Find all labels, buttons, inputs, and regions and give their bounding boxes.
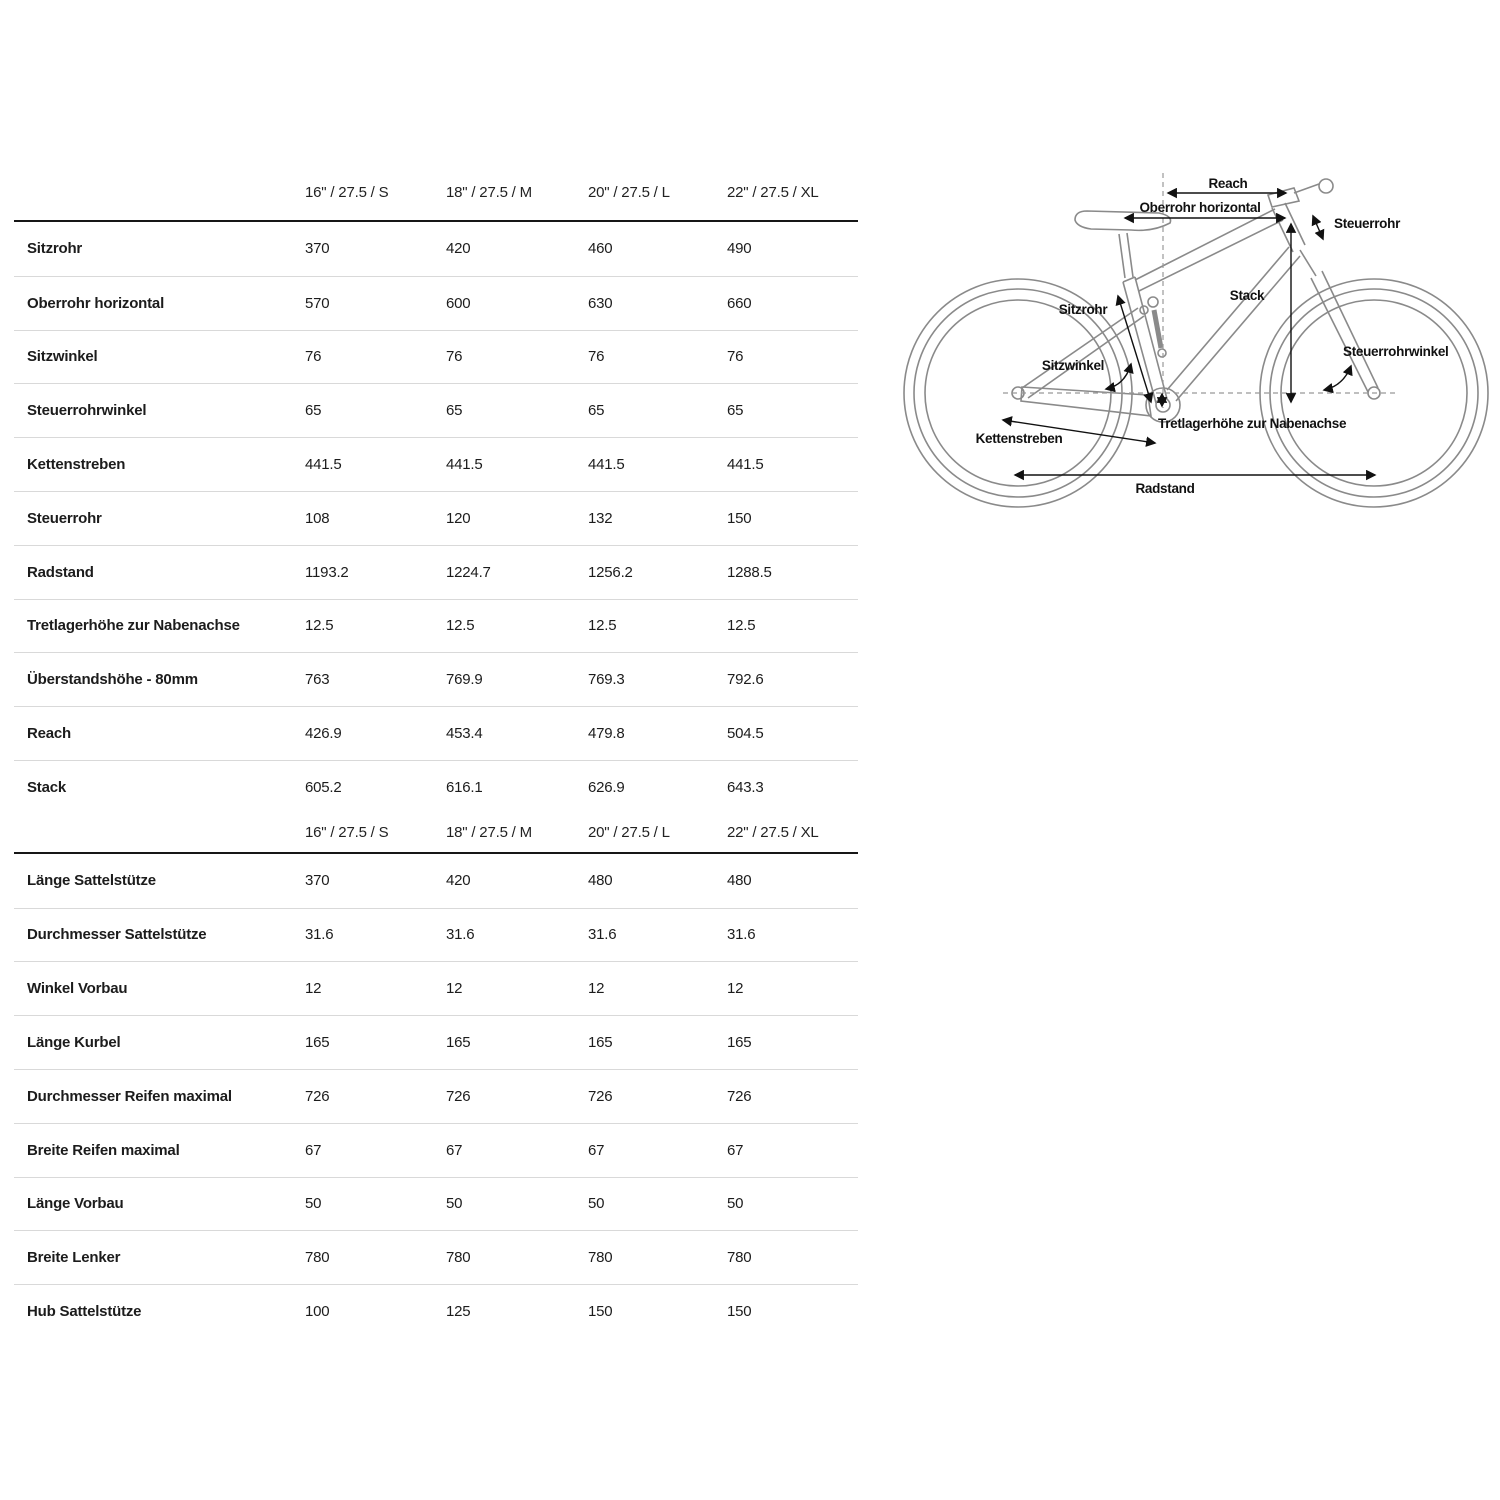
steuerrohr-arrow xyxy=(1313,216,1323,239)
row-value: 780 xyxy=(305,1249,330,1267)
size-column-header: 22" / 27.5 / XL xyxy=(727,183,819,201)
row-value: 626.9 xyxy=(588,778,625,796)
row-value: 31.6 xyxy=(588,926,617,944)
row-value: 50 xyxy=(588,1195,605,1213)
row-label: Steuerrohrwinkel xyxy=(27,402,147,420)
size-column-header: 20" / 27.5 / L xyxy=(588,183,670,201)
row-label: Länge Vorbau xyxy=(27,1195,124,1213)
row-value: 76 xyxy=(305,348,322,366)
row-value: 570 xyxy=(305,294,330,312)
table-row xyxy=(14,330,858,384)
row-label: Hub Sattelstütze xyxy=(27,1303,142,1321)
row-value: 65 xyxy=(305,402,322,420)
row-value: 12 xyxy=(727,980,744,998)
row-value: 420 xyxy=(446,872,471,890)
row-value: 65 xyxy=(588,402,605,420)
steuerrohr-label: Steuerrohr xyxy=(1334,216,1401,231)
table-row xyxy=(14,1177,858,1231)
table-row xyxy=(14,908,858,962)
row-value: 1288.5 xyxy=(727,563,772,581)
row-value: 125 xyxy=(446,1303,471,1321)
row-label: Stack xyxy=(27,778,67,796)
row-value: 50 xyxy=(727,1195,744,1213)
row-value: 12 xyxy=(446,980,463,998)
row-value: 480 xyxy=(588,872,613,890)
row-value: 31.6 xyxy=(446,926,475,944)
size-column-header: 18" / 27.5 / M xyxy=(446,824,532,842)
row-label: Durchmesser Reifen maximal xyxy=(27,1087,232,1105)
row-value: 65 xyxy=(727,402,744,420)
row-label: Tretlagerhöhe zur Nabenachse xyxy=(27,617,240,635)
row-label: Breite Lenker xyxy=(27,1249,121,1267)
row-value: 67 xyxy=(446,1141,463,1159)
row-value: 660 xyxy=(727,294,752,312)
table-row xyxy=(14,1230,858,1284)
row-value: 150 xyxy=(727,1303,752,1321)
row-value: 12.5 xyxy=(446,617,475,635)
row-value: 165 xyxy=(588,1034,613,1052)
row-label: Sitzwinkel xyxy=(27,348,98,366)
row-value: 100 xyxy=(305,1303,330,1321)
row-value: 150 xyxy=(588,1303,613,1321)
row-value: 453.4 xyxy=(446,725,483,743)
row-value: 600 xyxy=(446,294,471,312)
row-value: 490 xyxy=(727,240,752,258)
table-row xyxy=(14,854,858,908)
row-label: Überstandshöhe - 80mm xyxy=(27,671,198,689)
table-row xyxy=(14,545,858,599)
table-row xyxy=(14,1284,858,1338)
row-value: 50 xyxy=(446,1195,463,1213)
table-row xyxy=(14,599,858,653)
bike-outline xyxy=(904,179,1488,507)
row-value: 643.3 xyxy=(727,778,764,796)
table-row xyxy=(14,383,858,437)
bike-geometry-diagram xyxy=(895,150,1495,535)
row-value: 1193.2 xyxy=(305,563,349,581)
row-label: Steuerrohr xyxy=(27,509,102,527)
oberrohr-label: Oberrohr horizontal xyxy=(1139,200,1261,215)
row-value: 1256.2 xyxy=(588,563,633,581)
sitzwinkel-label: Sitzwinkel xyxy=(1041,358,1105,373)
row-label: Sitzrohr xyxy=(27,240,83,258)
row-value: 76 xyxy=(446,348,463,366)
row-value: 420 xyxy=(446,240,471,258)
row-value: 370 xyxy=(305,240,330,258)
table-row xyxy=(14,961,858,1015)
size-header-row xyxy=(14,814,858,854)
table-row xyxy=(14,652,858,706)
size-column-header: 18" / 27.5 / M xyxy=(446,183,532,201)
row-label: Kettenstreben xyxy=(27,456,126,474)
row-value: 441.5 xyxy=(446,456,483,474)
row-value: 792.6 xyxy=(727,671,764,689)
sitzrohr-label: Sitzrohr xyxy=(1058,302,1108,317)
row-label: Durchmesser Sattelstütze xyxy=(27,926,207,944)
size-column-header: 20" / 27.5 / L xyxy=(588,824,670,842)
row-value: 76 xyxy=(727,348,744,366)
row-value: 441.5 xyxy=(305,456,342,474)
row-value: 12 xyxy=(588,980,605,998)
table-row xyxy=(14,1015,858,1069)
row-label: Breite Reifen maximal xyxy=(27,1141,180,1159)
table-row xyxy=(14,222,858,276)
size-column-header: 22" / 27.5 / XL xyxy=(727,824,819,842)
row-value: 726 xyxy=(588,1087,613,1105)
row-value: 616.1 xyxy=(446,778,483,796)
steuerrohrwinkel-label: Steuerrohrwinkel xyxy=(1343,344,1449,359)
row-value: 605.2 xyxy=(305,778,342,796)
row-label: Länge Sattelstütze xyxy=(27,872,156,890)
row-value: 426.9 xyxy=(305,725,342,743)
row-value: 12.5 xyxy=(305,617,334,635)
row-label: Länge Kurbel xyxy=(27,1034,121,1052)
table-row xyxy=(14,437,858,491)
row-label: Reach xyxy=(27,725,72,743)
row-value: 108 xyxy=(305,509,330,527)
table-row xyxy=(14,276,858,330)
row-value: 460 xyxy=(588,240,613,258)
row-value: 441.5 xyxy=(588,456,625,474)
reach-label: Reach xyxy=(1208,176,1248,191)
row-value: 165 xyxy=(305,1034,330,1052)
table-row xyxy=(14,1069,858,1123)
row-value: 67 xyxy=(305,1141,322,1159)
row-label: Radstand xyxy=(27,563,94,581)
row-value: 780 xyxy=(446,1249,471,1267)
row-value: 370 xyxy=(305,872,330,890)
row-value: 12.5 xyxy=(588,617,617,635)
size-column-header: 16" / 27.5 / S xyxy=(305,824,389,842)
row-value: 67 xyxy=(588,1141,605,1159)
radstand-label: Radstand xyxy=(1135,481,1195,496)
row-value: 12 xyxy=(305,980,322,998)
row-value: 31.6 xyxy=(305,926,334,944)
row-value: 780 xyxy=(588,1249,613,1267)
table-row xyxy=(14,760,858,814)
row-value: 120 xyxy=(446,509,471,527)
stack-label: Stack xyxy=(1229,288,1265,303)
kettenstreben-label: Kettenstreben xyxy=(975,431,1063,446)
row-label: Oberrohr horizontal xyxy=(27,294,165,312)
row-value: 150 xyxy=(727,509,752,527)
row-value: 480 xyxy=(727,872,752,890)
row-value: 441.5 xyxy=(727,456,764,474)
row-value: 780 xyxy=(727,1249,752,1267)
row-value: 31.6 xyxy=(727,926,756,944)
table-row xyxy=(14,1123,858,1177)
steuerrohrwinkel-angle-arrow xyxy=(1324,366,1351,390)
row-value: 769.3 xyxy=(588,671,625,689)
row-value: 630 xyxy=(588,294,613,312)
frame xyxy=(1021,179,1378,422)
row-value: 132 xyxy=(588,509,613,527)
row-value: 50 xyxy=(305,1195,322,1213)
row-value: 504.5 xyxy=(727,725,764,743)
row-value: 1224.7 xyxy=(446,563,491,581)
row-value: 726 xyxy=(305,1087,330,1105)
row-value: 76 xyxy=(588,348,605,366)
row-value: 67 xyxy=(727,1141,744,1159)
row-value: 479.8 xyxy=(588,725,625,743)
row-value: 769.9 xyxy=(446,671,483,689)
row-value: 165 xyxy=(446,1034,471,1052)
row-value: 165 xyxy=(727,1034,752,1052)
size-header-row xyxy=(14,164,858,222)
tretlagerhoehe-label: Tretlagerhöhe zur Nabenachse xyxy=(1158,416,1347,431)
table-row xyxy=(14,491,858,545)
row-label: Winkel Vorbau xyxy=(27,980,128,998)
row-value: 763 xyxy=(305,671,330,689)
geometry-table xyxy=(14,164,858,1338)
row-value: 12.5 xyxy=(727,617,756,635)
size-column-header: 16" / 27.5 / S xyxy=(305,183,389,201)
row-value: 726 xyxy=(727,1087,752,1105)
row-value: 726 xyxy=(446,1087,471,1105)
table-row xyxy=(14,706,858,760)
row-value: 65 xyxy=(446,402,463,420)
